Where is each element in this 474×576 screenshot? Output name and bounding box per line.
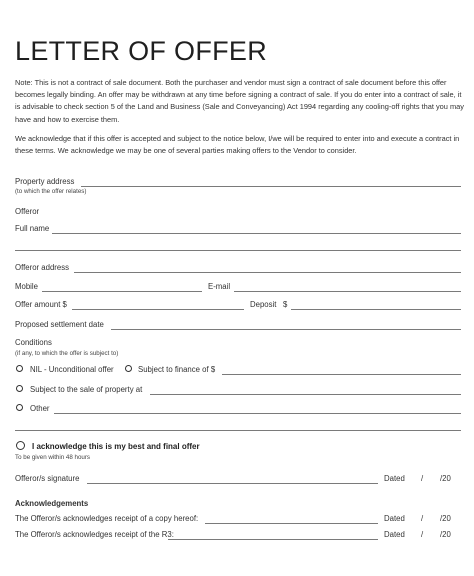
- offer-amount-line[interactable]: [72, 309, 244, 310]
- other-condition-radio[interactable]: [16, 404, 23, 411]
- email-label: E-mail: [208, 282, 231, 291]
- offeror-label: Offeror: [15, 207, 40, 216]
- subject-to-sale-label: Subject to the sale of property at: [30, 385, 143, 394]
- offeror-signature-line[interactable]: [87, 483, 378, 484]
- offeror-address-line[interactable]: [74, 272, 461, 273]
- offer-amount-label: Offer amount $: [15, 300, 67, 309]
- mobile-line[interactable]: [42, 291, 202, 292]
- copy-receipt-label: The Offeror/s acknowledges receipt of a copy hereof:: [15, 514, 199, 523]
- r3-receipt-line[interactable]: [168, 539, 378, 540]
- other-condition-label: Other: [30, 404, 50, 413]
- offeror-address-label: Offeror address: [15, 263, 70, 272]
- copy-receipt-date-year: /20: [440, 514, 451, 523]
- subject-to-sale-radio[interactable]: [16, 385, 23, 392]
- other-condition-line-2[interactable]: [15, 430, 461, 431]
- r3-receipt-dated-label: Dated: [384, 530, 405, 539]
- full-name-line[interactable]: [52, 233, 461, 234]
- deposit-line[interactable]: [291, 309, 461, 310]
- property-address-line[interactable]: [81, 186, 461, 187]
- offeror-signature-label: Offeror/s signature: [15, 474, 80, 483]
- subject-to-finance-radio[interactable]: [125, 365, 132, 372]
- mobile-label: Mobile: [15, 282, 38, 291]
- r3-receipt-date-year: /20: [440, 530, 451, 539]
- acknowledgement-paragraph: We acknowledge that if this offer is accepted and subject to the notice below, I/we will be required to enter into and execute a contract in these terms. We acknowledge we may be one of several parties making offers to the Vendor to consider.: [15, 134, 460, 156]
- full-name-line-2[interactable]: [15, 250, 461, 251]
- other-condition-line[interactable]: [54, 413, 461, 414]
- copy-receipt-line[interactable]: [205, 523, 378, 524]
- r3-receipt-label: The Offeror/s acknowledges receipt of the R3:: [15, 530, 174, 539]
- settlement-date-label: Proposed settlement date: [15, 320, 104, 329]
- subject-to-finance-label: Subject to finance of $: [138, 365, 216, 374]
- settlement-date-line[interactable]: [111, 329, 461, 330]
- copy-receipt-dated-label: Dated: [384, 514, 405, 523]
- full-name-label: Full name: [15, 224, 50, 233]
- final-offer-statement: I acknowledge this is my best and final offer: [32, 442, 200, 451]
- deposit-currency: $: [283, 300, 288, 309]
- nil-unconditional-radio[interactable]: [16, 365, 23, 372]
- final-offer-hint: To be given within 48 hours: [15, 454, 90, 461]
- signature-date-year: /20: [440, 474, 451, 483]
- conditions-heading: Conditions: [15, 338, 52, 347]
- nil-unconditional-label: NIL - Unconditional offer: [30, 365, 114, 374]
- acknowledgements-heading: Acknowledgements: [15, 499, 89, 508]
- conditions-hint: (if any, to which the offer is subject to): [15, 350, 119, 357]
- copy-receipt-date-slash: /: [421, 514, 424, 523]
- note-paragraph: Note: This is not a contract of sale document. Both the purchaser and vendor must sign a contract of sale document before this offer becomes legally binding. An offer may be withdrawn at any time before signing a contract of sale. If you do enter into a contract of sale, it is advisable to check section 5 of the Land and Business (Sale and Conveyancing) Act 1994 regarding any cooling-off rights that you may have and how to exercise them.: [15, 78, 464, 124]
- signature-date-slash: /: [421, 474, 424, 483]
- final-offer-checkbox[interactable]: [16, 441, 25, 450]
- finance-amount-line[interactable]: [222, 374, 461, 375]
- property-address-label: Property address: [15, 177, 75, 186]
- signature-dated-label: Dated: [384, 474, 405, 483]
- email-line[interactable]: [234, 291, 461, 292]
- deposit-label: Deposit: [250, 300, 277, 309]
- page-title: LETTER OF OFFER: [15, 36, 268, 66]
- r3-receipt-date-slash: /: [421, 530, 424, 539]
- property-address-hint: (to which the offer relates): [15, 188, 87, 195]
- sale-property-line[interactable]: [150, 394, 461, 395]
